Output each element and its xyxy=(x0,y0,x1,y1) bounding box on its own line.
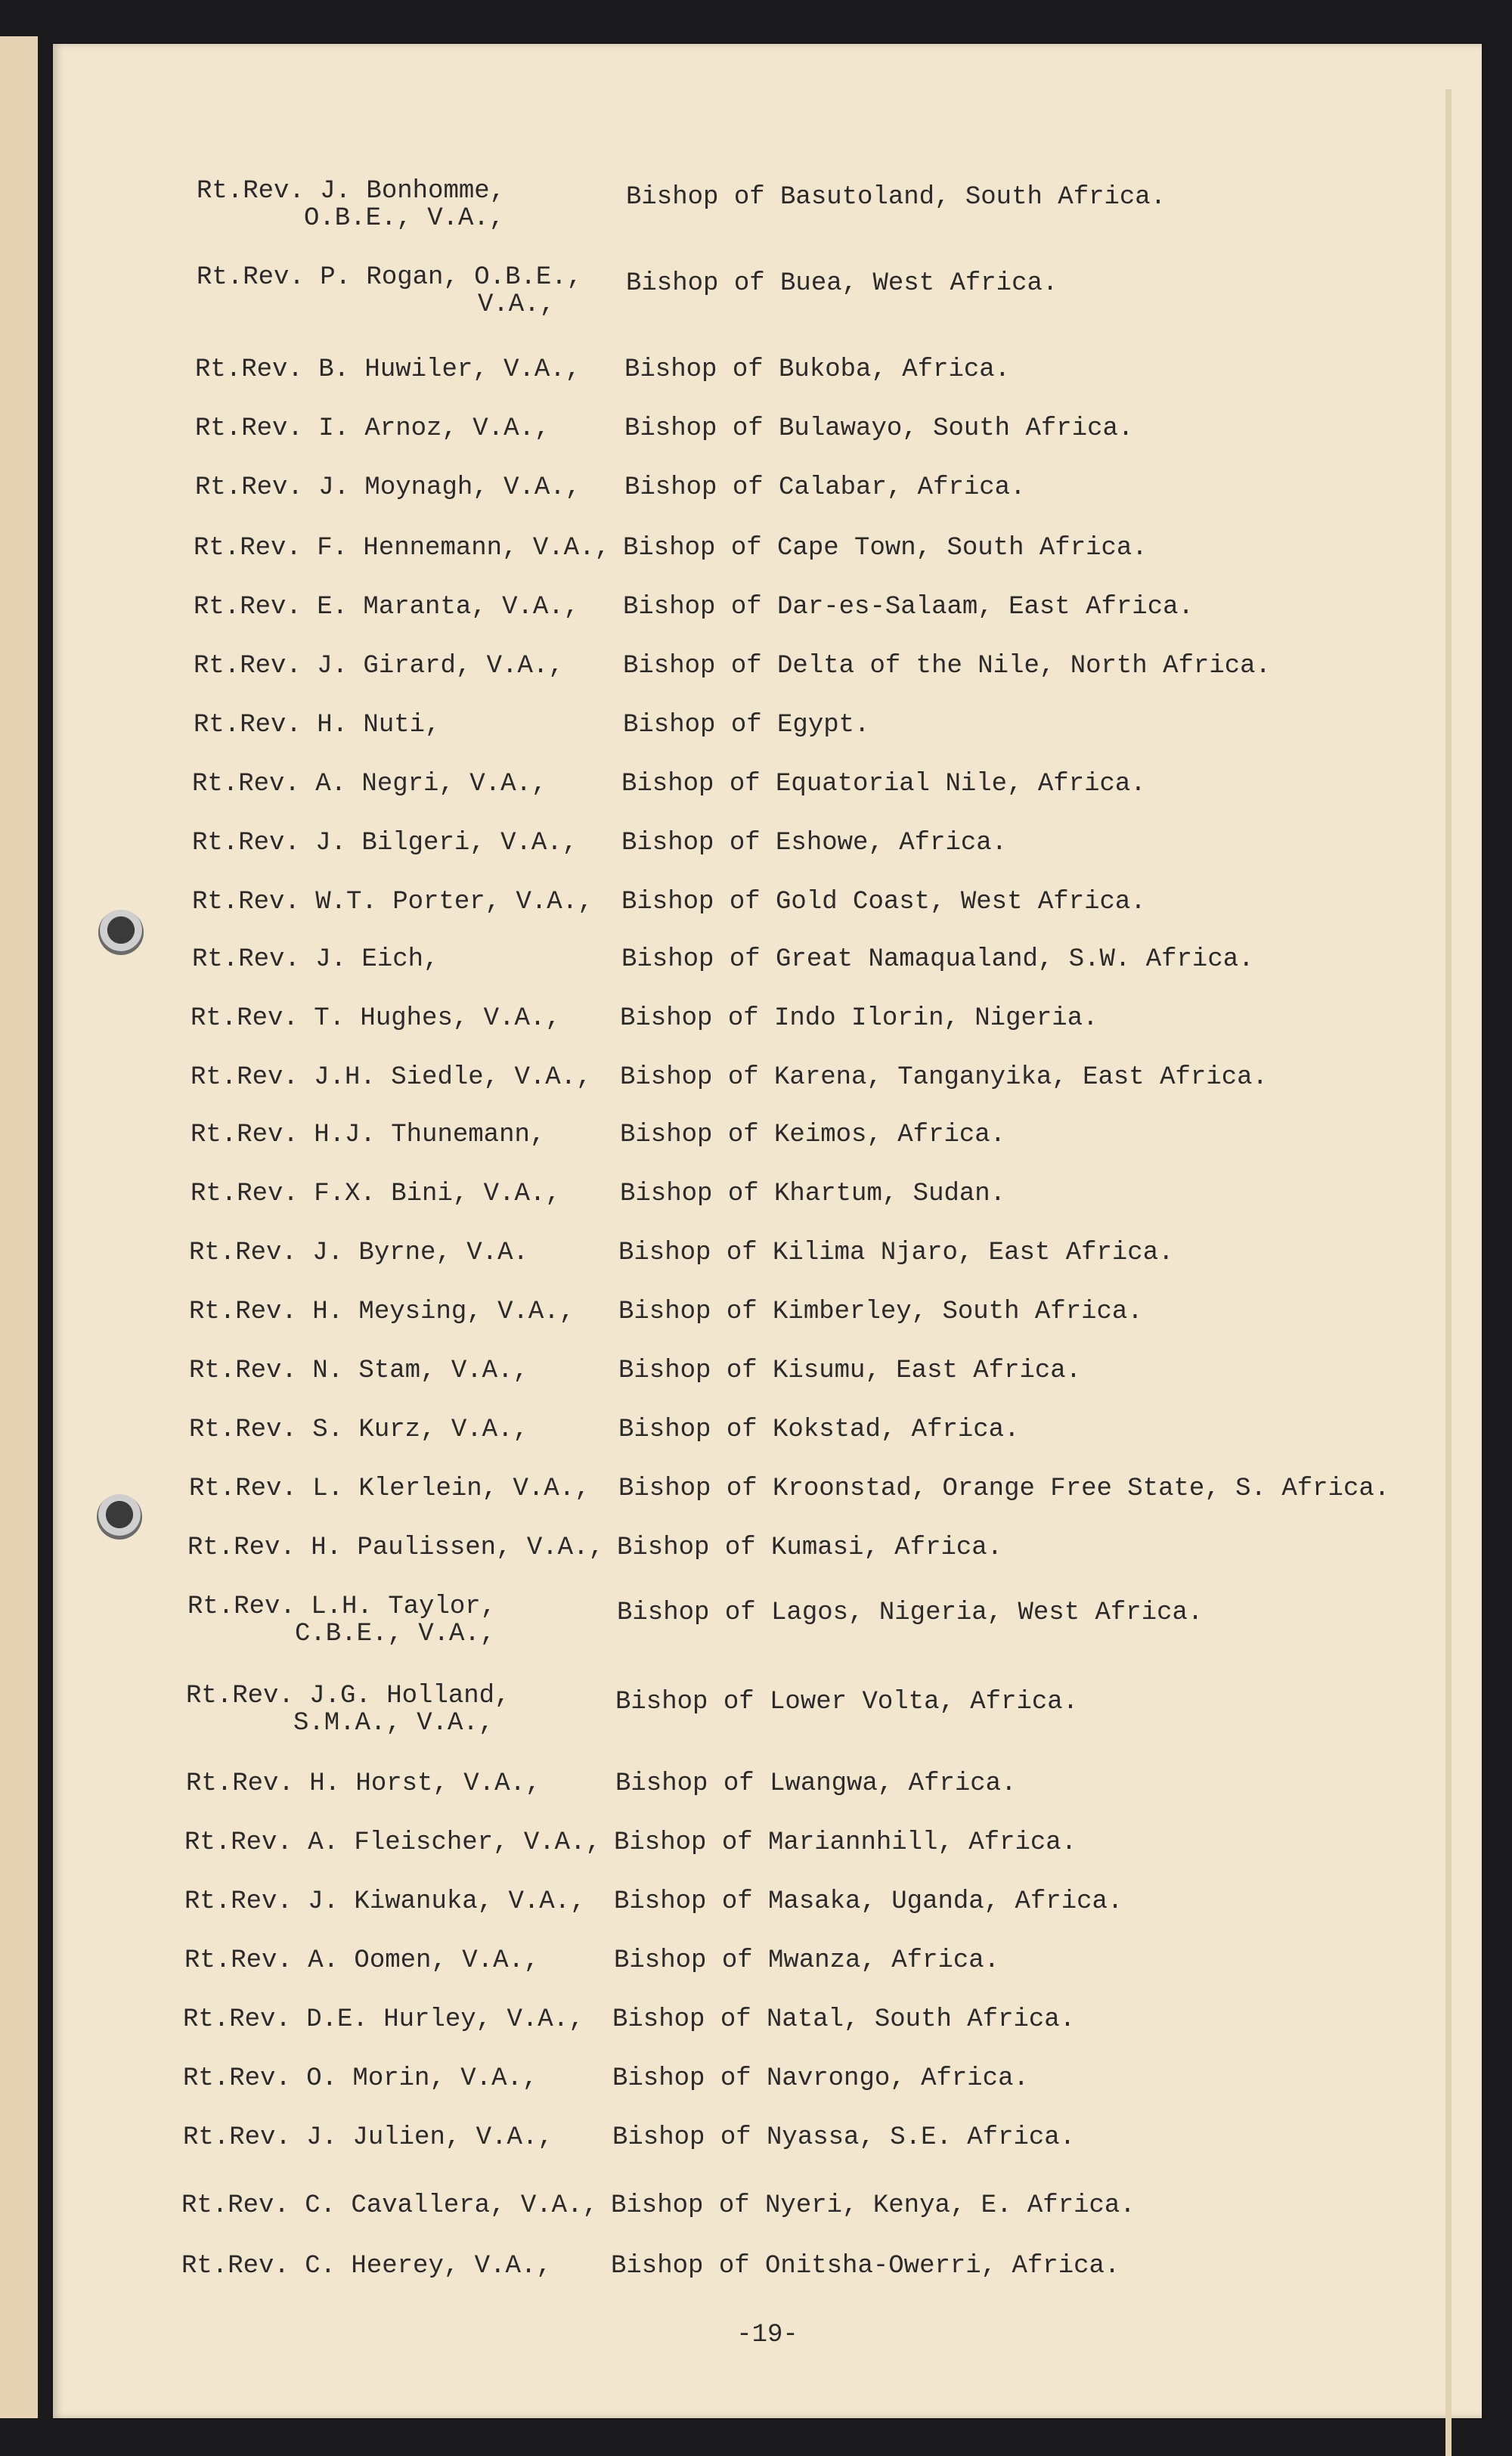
punch-hole-icon xyxy=(97,1494,142,1540)
bishop-see: Bishop of Lwangwa, Africa. xyxy=(615,1769,1017,1798)
bishop-name: Rt.Rev. F. Hennemann, V.A., xyxy=(194,534,610,563)
bishop-name: Rt.Rev. T. Hughes, V.A., xyxy=(191,1004,561,1033)
bishop-name: Rt.Rev. J. Byrne, V.A. xyxy=(189,1239,528,1267)
bishop-see: Bishop of Calabar, Africa. xyxy=(624,473,1026,502)
bishop-see: Bishop of Bulawayo, South Africa. xyxy=(624,414,1134,443)
bishop-name: Rt.Rev. D.E. Hurley, V.A., xyxy=(183,2005,584,2034)
bishop-name: Rt.Rev. L. Klerlein, V.A., xyxy=(189,1475,590,1503)
bishop-name: Rt.Rev. P. Rogan, O.B.E., xyxy=(197,263,583,292)
bishop-name: Rt.Rev. C. Heerey, V.A., xyxy=(181,2252,552,2281)
bishop-see: Bishop of Masaka, Uganda, Africa. xyxy=(614,1887,1123,1916)
page-number: -19- xyxy=(736,2321,798,2349)
bishop-name: Rt.Rev. A. Negri, V.A., xyxy=(192,770,547,799)
bishop-name: Rt.Rev. A. Oomen, V.A., xyxy=(184,1946,540,1975)
bishop-name-continued: V.A., xyxy=(478,290,556,319)
bishop-name: Rt.Rev. L.H. Taylor, xyxy=(187,1592,497,1621)
bishop-name: Rt.Rev. H. Paulissen, V.A., xyxy=(187,1533,604,1562)
bishop-see: Bishop of Nyeri, Kenya, E. Africa. xyxy=(611,2191,1136,2220)
bishop-name: Rt.Rev. C. Cavallera, V.A., xyxy=(181,2191,598,2220)
bishop-name: Rt.Rev. A. Fleischer, V.A., xyxy=(184,1828,601,1857)
bishop-see: Bishop of Delta of the Nile, North Africa. xyxy=(623,652,1271,681)
bishop-name: Rt.Rev. N. Stam, V.A., xyxy=(189,1357,528,1385)
bishop-name-continued: C.B.E., V.A., xyxy=(295,1620,496,1648)
bishop-see: Bishop of Egypt. xyxy=(623,711,870,740)
bishop-see: Bishop of Eshowe, Africa. xyxy=(621,829,1008,857)
bishop-name: Rt.Rev. J. Kiwanuka, V.A., xyxy=(184,1887,586,1916)
bishop-see: Bishop of Indo Ilorin, Nigeria. xyxy=(620,1004,1098,1033)
bishop-see: Bishop of Natal, South Africa. xyxy=(612,2005,1076,2034)
bishop-see: Bishop of Dar-es-Salaam, East Africa. xyxy=(623,593,1194,622)
bishop-see: Bishop of Lower Volta, Africa. xyxy=(615,1688,1079,1716)
bishop-see: Bishop of Kisumu, East Africa. xyxy=(618,1357,1082,1385)
bishop-see: Bishop of Kokstad, Africa. xyxy=(618,1416,1020,1444)
bishop-name: Rt.Rev. H.J. Thunemann, xyxy=(191,1121,546,1149)
bishop-name: Rt.Rev. J.G. Holland, xyxy=(186,1682,510,1710)
bishop-see: Bishop of Khartum, Sudan. xyxy=(620,1180,1006,1208)
document-page xyxy=(53,44,1482,2418)
punch-hole-icon xyxy=(98,910,144,955)
previous-page-edge xyxy=(0,36,38,2418)
bishop-name: Rt.Rev. W.T. Porter, V.A., xyxy=(192,888,593,916)
bishop-see: Bishop of Kumasi, Africa. xyxy=(617,1533,1003,1562)
bishop-name: Rt.Rev. H. Nuti, xyxy=(194,711,441,740)
bishop-see: Bishop of Great Namaqualand, S.W. Africa. xyxy=(621,945,1254,974)
bishop-name: Rt.Rev. I. Arnoz, V.A., xyxy=(195,414,550,443)
bishop-name: Rt.Rev. O. Morin, V.A., xyxy=(183,2064,538,2093)
bishop-see: Bishop of Nyassa, S.E. Africa. xyxy=(612,2123,1076,2152)
bishop-name: Rt.Rev. H. Horst, V.A., xyxy=(186,1769,541,1798)
bishop-name: Rt.Rev. E. Maranta, V.A., xyxy=(194,593,580,622)
bishop-see: Bishop of Lagos, Nigeria, West Africa. xyxy=(617,1599,1204,1627)
bishop-name: Rt.Rev. F.X. Bini, V.A., xyxy=(191,1180,561,1208)
bishop-see: Bishop of Keimos, Africa. xyxy=(620,1121,1006,1149)
page-stack-edge xyxy=(1445,89,1452,2456)
bishop-see: Bishop of Cape Town, South Africa. xyxy=(623,534,1148,563)
bishop-see: Bishop of Kroonstad, Orange Free State, S. Africa. xyxy=(618,1475,1390,1503)
bishop-see: Bishop of Onitsha-Owerri, Africa. xyxy=(611,2252,1120,2281)
bishop-see: Bishop of Karena, Tanganyika, East Africa. xyxy=(620,1063,1268,1092)
bishop-name: Rt.Rev. B. Huwiler, V.A., xyxy=(195,355,581,384)
bishop-see: Bishop of Gold Coast, West Africa. xyxy=(621,888,1146,916)
bishop-name-continued: O.B.E., V.A., xyxy=(304,204,505,233)
bishop-see: Bishop of Kimberley, South Africa. xyxy=(618,1298,1143,1326)
bishop-name: Rt.Rev. J. Moynagh, V.A., xyxy=(195,473,581,502)
bishop-name: Rt.Rev. J.H. Siedle, V.A., xyxy=(191,1063,592,1092)
bishop-name: Rt.Rev. J. Julien, V.A., xyxy=(183,2123,553,2152)
bishop-see: Bishop of Mariannhill, Africa. xyxy=(614,1828,1077,1857)
bishop-name: Rt.Rev. J. Eich, xyxy=(192,945,439,974)
bishop-name: Rt.Rev. J. Bonhomme, xyxy=(197,177,506,206)
bishop-see: Bishop of Equatorial Nile, Africa. xyxy=(621,770,1146,799)
bishop-see: Bishop of Bukoba, Africa. xyxy=(624,355,1011,384)
bishop-see: Bishop of Mwanza, Africa. xyxy=(614,1946,1000,1975)
bishop-see: Bishop of Navrongo, Africa. xyxy=(612,2064,1029,2093)
bishop-name-continued: S.M.A., V.A., xyxy=(293,1709,494,1738)
bishop-name: Rt.Rev. J. Girard, V.A., xyxy=(194,652,564,681)
bishop-see: Bishop of Kilima Njaro, East Africa. xyxy=(618,1239,1174,1267)
bishop-name: Rt.Rev. J. Bilgeri, V.A., xyxy=(192,829,578,857)
bishop-name: Rt.Rev. S. Kurz, V.A., xyxy=(189,1416,528,1444)
bishop-see: Bishop of Buea, West Africa. xyxy=(626,269,1058,298)
bishop-see: Bishop of Basutoland, South Africa. xyxy=(626,183,1167,212)
bishop-name: Rt.Rev. H. Meysing, V.A., xyxy=(189,1298,575,1326)
